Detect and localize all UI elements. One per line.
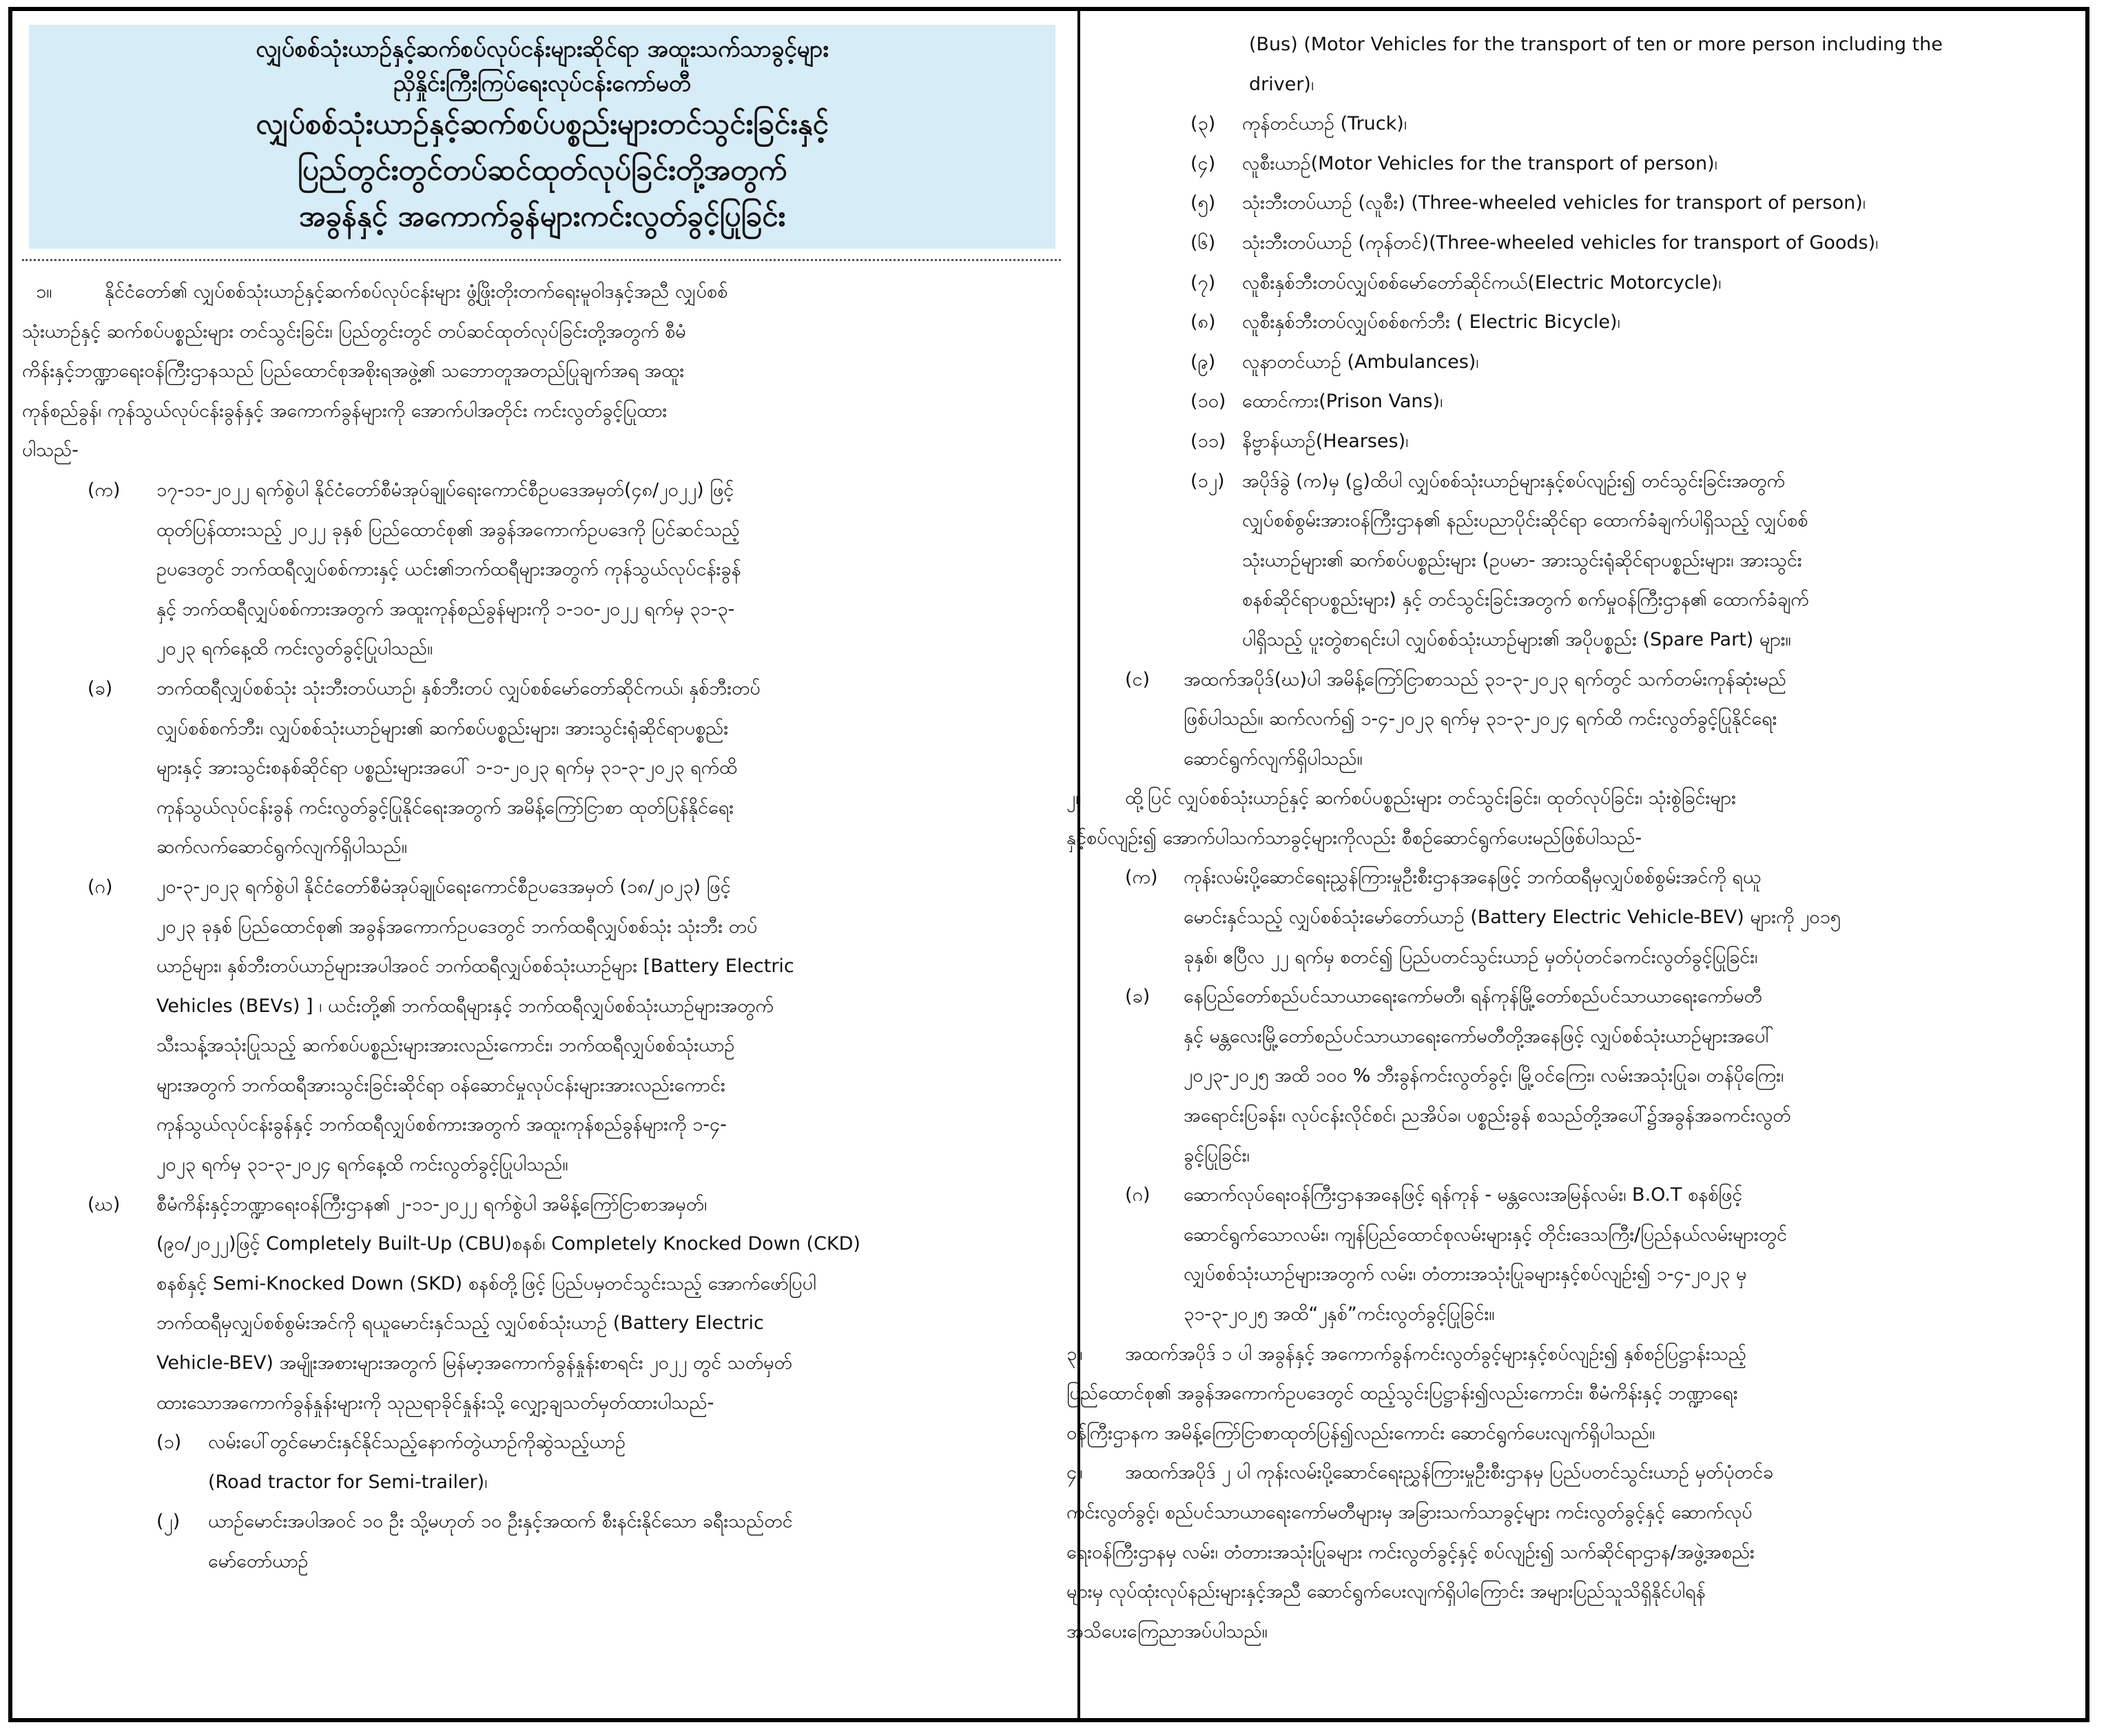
clause-gha	[22, 1383, 1061, 1423]
text-line: အပိုဒ်ခွဲ (က)မှ (ဠ)ထိပါ လျှပ်စစ်သုံးယာဉ်များနှင့်စပ်လျဉ်း၍ တင်သွင်းခြင်းအတွက်	[1242, 470, 1785, 492]
text-line: သုံးဘီးတပ်ယာဉ် (ကုန်တင်)(Three-wheeled vehicles for transport of Goods)၊	[1242, 231, 1879, 254]
item-number: (ဂ)	[87, 876, 113, 898]
text-line: သုံးယာဉ်နှင့် ဆက်စပ်ပစ္စည်းများ တင်သွင်းခြင်း၊ ပြည်တွင်းတွင် တပ်ဆင်ထုတ်လုပ်ခြင်းတို့အတွက် စီမံ	[22, 320, 686, 342]
p2-clause-ga	[1104, 1294, 2083, 1334]
text-line: ဆောက်လုပ်ရေးဝန်ကြီးဌာနအနေဖြင့် ရန်ကုန် - မန္တလေးအမြန်လမ်း၊ B.O.T စနစ်ဖြင့်	[1184, 1184, 1743, 1206]
text-line: အသိပေးကြေညာအပ်ပါသည်။	[1066, 1620, 1268, 1642]
item-number: (က)	[87, 479, 121, 501]
text-line: ထို့ပြင် လျှပ်စစ်သုံးယာဉ်နှင့် ဆက်စပ်ပစ္စည်းများ တင်သွင်းခြင်း၊ ထုတ်လုပ်ခြင်း၊ သုံးစွဲခြင်းများ	[1125, 787, 1736, 809]
clause-ga	[22, 907, 1061, 947]
text-line: လမ်းပေါ်တွင်မောင်းနှင်နိုင်သည့်နောက်တွဲယာဉ်ကိုဆွဲသည့်ယာဉ်	[208, 1432, 626, 1454]
text-line: ဆက်လက်ဆောင်ရွက်လျက်ရှိပါသည်။	[156, 836, 407, 858]
paragraph-4	[1066, 1493, 2083, 1533]
text-line: လူနာတင်ယာဉ် (Ambulances)၊	[1242, 351, 1479, 373]
text-line: ၂၀၂၃-၂၀၂၅ အထိ ၁၀၀ % ဘီးခွန်ကင်းလွတ်ခွင့်၊ မြို့ဝင်ကြေး၊ လမ်းအသုံးပြုခ၊ တန်ပိုကြေး၊	[1184, 1065, 1784, 1087]
committee-line-2: ညှိနှိုင်းကြီးကြပ်ရေးလုပ်ငန်းကော်မတီ	[393, 70, 692, 96]
item-number: (၁)	[156, 1432, 182, 1454]
text-line: များမှ လုပ်ထုံးလုပ်နည်းများနှင့်အညီ ဆောင်ရွက်ပေးလျက်ရှိပါကြောင်း အများပြည်သူသိရှိနိုင်ပါရန်	[1066, 1581, 1706, 1603]
text-line: ကိန်းနှင့်ဘဏ္ဍာရေးဝန်ကြီးဌာနသည် ပြည်ထောင်စုအစိုးရအဖွဲ့၏ သဘောတူအတည်ပြုချက်အရ အထူး	[22, 360, 685, 382]
vehicle-item	[1104, 263, 2083, 303]
text-line: ကုန်စည်ခွန်၊ ကုန်သွယ်လုပ်ငန်းခွန်နှင့် အကောက်ခွန်များကို အောက်ပါအတိုင်း ကင်းလွတ်ခွင့်ပြုထား	[22, 400, 668, 422]
item-number: (၆)	[1190, 231, 1216, 254]
p2-clause-ga	[1104, 1215, 2083, 1255]
item-number: (၈)	[1190, 311, 1216, 333]
p2-clause-kha	[1104, 1096, 2083, 1136]
text-line: ၂၀၂၃ ရက်မှ ၃၁-၃-၂၀၂၄ ရက်နေ့ထိ ကင်းလွတ်ခွင့်ပြုပါသည်။	[156, 1154, 568, 1176]
paragraph-1	[22, 431, 1061, 471]
text-line: (Bus) (Motor Vehicles for the transport of ten or more person including the	[1249, 34, 1943, 55]
text-line: ခွင့်ပြုခြင်း၊	[1184, 1144, 1250, 1166]
text-line: သုံးဘီးတပ်ယာဉ် (လူစီး) (Three-wheeled vehicles for transport of person)၊	[1242, 192, 1866, 214]
text-line: ယာဉ်မောင်းအပါအဝင် ၁၀ ဦး သို့မဟုတ် ၁၀ ဦးနှင့်အထက် စီးနင်းနိုင်သော ခရီးသည်တင်	[208, 1511, 793, 1533]
vehicle-item	[1104, 223, 2083, 263]
clause-ka	[22, 629, 1061, 669]
clause-gha	[22, 1303, 1061, 1343]
item-number: (၇)	[1190, 271, 1216, 293]
item-number: (ဂ)	[1125, 1184, 1150, 1206]
text-line: Vehicle-BEV) အမျိုးအစားများအတွက် မြန်မာ့အကောက်ခွန်နှုန်းစာရင်း ၂၀၂၂ တွင် သတ်မှတ်	[156, 1352, 792, 1374]
text-line: ဆောင်ရွက်လျက်ရှိပါသည်။	[1184, 747, 1363, 769]
text-line: လျှပ်စစ်စွမ်းအားဝန်ကြီးဌာန၏ နည်းပညာပိုင်းဆိုင်ရာ ထောက်ခံချက်ပါရှိသည့် လျှပ်စစ်	[1242, 510, 1808, 532]
text-line: ဝန်ကြီးဌာနက အမိန့်ကြော်ငြာစာထုတ်ပြန်၍လည်းကောင်း ဆောင်ရွက်ပေးလျက်ရှိပါသည်။	[1066, 1422, 1655, 1444]
item-number: (၁၀)	[1190, 391, 1226, 413]
dotted-separator	[22, 259, 1061, 261]
item-number: ၂။	[1066, 787, 1082, 809]
item-number: (၅)	[1190, 192, 1216, 214]
paragraph-1	[22, 312, 1061, 352]
text-line: မော်တော်ယာဉ်	[208, 1551, 309, 1572]
clause-kha	[22, 788, 1061, 828]
clause-nga	[1104, 660, 2083, 700]
text-line: နှင့် မန္တလေးမြို့တော်စည်ပင်သာယာရေးကော်မတီတို့အနေဖြင့် လျှပ်စစ်သုံးယာဉ်များအပေါ်	[1184, 1025, 1774, 1047]
vehicle-item	[1104, 302, 2083, 342]
paragraph-2	[1066, 818, 2083, 858]
sub-item-2	[22, 1542, 1061, 1582]
text-line: ကုန်သွယ်လုပ်ငန်းခွန် ကင်းလွတ်ခွင့်ပြုနိုင်ရေးအတွက် အမိန့်ကြော်ငြာစာ ထုတ်ပြန်နိုင်ရေး	[156, 796, 734, 818]
text-line: သုံးယာဉ်များ၏ ဆက်စပ်ပစ္စည်းများ (ဥပမာ- အားသွင်းရုံဆိုင်ရာပစ္စည်းများ၊ အားသွင်း	[1242, 549, 1802, 571]
sub-item-12	[1104, 541, 2083, 581]
item-number: ၁။	[36, 281, 52, 302]
text-line: ကုန်းလမ်းပို့ဆောင်ရေးညွှန်ကြားမှုဦးစီးဌာနအနေဖြင့် ဘက်ထရီမှလျှပ်စစ်စွမ်းအင်ကို ရယူ	[1184, 867, 1762, 889]
text-line: နိုင်ငံတော်၏ လျှပ်စစ်သုံးယာဉ်နှင့်ဆက်စပ်လုပ်ငန်းများ ဖွံ့ဖြိုးတိုးတက်ရေးမူဝါဒနှင့်အညီ လျှပ်စစ်	[105, 281, 728, 302]
text-line: ယာဉ်များ၊ နှစ်ဘီးတပ်ယာဉ်များအပါအဝင် ဘက်ထရီလျှပ်စစ်သုံးယာဉ်များ [Battery Electric	[156, 955, 794, 978]
item-number: (ဃ)	[87, 1193, 121, 1215]
text-line: ကုန်သွယ်လုပ်ငန်းခွန်နှင့် ဘက်ထရီလျှပ်စစ်ကားအတွက် အထူးကုန်စည်ခွန်များကို ၁-၄-	[156, 1114, 727, 1136]
sub-item-1	[22, 1423, 1061, 1463]
sub-item-1	[22, 1463, 1061, 1502]
clause-gha	[22, 1264, 1061, 1304]
text-line: (Road tractor for Semi-trailer)၊	[208, 1471, 488, 1493]
text-line: နေပြည်တော်စည်ပင်သာယာရေးကော်မတီ၊ ရန်ကုန်မြို့တော်စည်ပင်သာယာရေးကော်မတီ	[1184, 986, 1762, 1008]
paragraph-3	[1066, 1334, 2083, 1374]
p2-clause-ka	[1104, 938, 2083, 978]
text-line: ကုန်တင်ယာဉ် (Truck)၊	[1242, 113, 1407, 135]
text-line: များအတွက် ဘက်ထရီအားသွင်းခြင်းဆိုင်ရာ ဝန်ဆောင်မှုလုပ်ငန်းများအားလည်းကောင်း	[156, 1074, 725, 1096]
title-line-1: လျှပ်စစ်သုံးယာဉ်နှင့်ဆက်စပ်ပစ္စည်းများတင်သွင်းခြင်းနှင့်	[256, 107, 829, 141]
paragraph-4	[1066, 1612, 2083, 1652]
p2-clause-ga	[1104, 1254, 2083, 1294]
text-line: နှင့် ဘက်ထရီလျှပ်စစ်ကားအတွက် အထူးကုန်စည်ခွန်များကို ၁-၁၀-၂၀၂၂ ရက်မှ ၃၁-၃-	[156, 598, 735, 620]
text-line: သီးသန့်အသုံးပြုသည့် ဆက်စပ်ပစ္စည်းများအားလည်းကောင်း၊ ဘက်ထရီလျှပ်စစ်သုံးယာဉ်	[156, 1035, 735, 1057]
sub-item-12	[1104, 462, 2083, 502]
text-line: အရောင်းပြခန်း၊ လုပ်ငန်းလိုင်စင်၊ ညအိပ်ခ၊ ပစ္စည်းခွန် စသည်တို့အပေါ်၌အခွန်အခကင်းလွတ်	[1184, 1105, 1791, 1127]
clause-ka	[22, 510, 1061, 550]
clause-ga	[22, 986, 1061, 1026]
item-number: (ခ)	[87, 677, 113, 699]
text-line: များနှင့် အားသွင်းစနစ်ဆိုင်ရာ ပစ္စည်းများအပေါ် ၁-၁-၂၀၂၃ ရက်မှ ၃၁-၃-၂၀၂၃ ရက်ထိ	[156, 757, 738, 779]
item-number: (၃)	[1190, 113, 1216, 135]
p2-clause-kha	[1104, 1056, 2083, 1096]
item-number: (ခ)	[1125, 986, 1150, 1008]
sub-item-12	[1104, 620, 2083, 660]
clause-ka	[22, 550, 1061, 590]
text-line: ဘက်ထရီမှလျှပ်စစ်စွမ်းအင်ကို ရယူမောင်းနှင်သည့် လျှပ်စစ်သုံးယာဉ် (Battery Electric	[156, 1312, 764, 1334]
item-number: (၉)	[1190, 351, 1216, 373]
left-column	[22, 25, 1061, 1716]
text-line: ဘက်ထရီလျှပ်စစ်သုံး သုံးဘီးတပ်ယာဉ်၊ နှစ်ဘီးတပ် လျှပ်စစ်မော်တော်ဆိုင်ကယ်၊ နှစ်ဘီးတပ်	[156, 677, 761, 699]
text-line: ၂၀၂၃ ရက်နေ့ထိ ကင်းလွတ်ခွင့်ပြုပါသည်။	[156, 638, 433, 660]
item-number: (က)	[1125, 867, 1158, 889]
text-line: အထက်အပိုဒ် ၂ ပါ ကုန်းလမ်းပို့ဆောင်ရေးညွှန်ကြားမှုဦးစီးဌာနမှ ပြည်ပတင်သွင်းယာဉ် မှတ်ပုံတင်ခ	[1125, 1462, 1774, 1484]
paragraph-1	[22, 351, 1061, 391]
text-line: နိဗ္ဗာန်ယာဉ်(Hearses)၊	[1242, 430, 1409, 452]
title-line-2: ပြည်တွင်းတွင်တပ်ဆင်ထုတ်လုပ်ခြင်းတို့အတွက်	[297, 153, 787, 187]
text-line: ဖြစ်ပါသည်။ ဆက်လက်၍ ၁-၄-၂၀၂၃ ရက်မှ ၃၁-၃-၂၀၂၄ ရက်ထိ ကင်းလွတ်ခွင့်ပြုနိုင်ရေး	[1184, 708, 1777, 730]
text-line: စနစ်ဆိုင်ရာပစ္စည်းများ) နှင့် တင်သွင်းခြင်းအတွက် စက်မှုဝန်ကြီးဌာန၏ ထောက်ခံချက်	[1242, 589, 1809, 611]
p2-clause-ga	[1104, 1175, 2083, 1215]
vehicle-item	[1104, 144, 2083, 184]
text-line: ၁၇-၁၁-၂၀၂၂ ရက်စွဲပါ နိုင်ငံတော်စီမံအုပ်ချုပ်ရေးကောင်စီဥပဒေအမှတ်(၄၈/၂၀၂၂) ဖြင့်	[156, 479, 734, 501]
clause-ga	[22, 1145, 1061, 1185]
vehicle-item	[1104, 422, 2083, 462]
sub-item-12	[1104, 501, 2083, 541]
clause-kha	[22, 748, 1061, 788]
text-line: ပါရှိသည့် ပူးတွဲစာရင်းပါ လျှပ်စစ်သုံးယာဉ်များ၏ အပိုပစ္စည်း (Spare Part) များ။	[1242, 628, 1791, 650]
item-number: ၃။	[1066, 1343, 1083, 1365]
text-line: ပြည်ထောင်စု၏ အခွန်အကောက်ဥပဒေတွင် ထည့်သွင်းပြဋ္ဌာန်း၍လည်းကောင်း၊ စီမံကိန်းနှင့် ဘဏ္ဍာရေး	[1066, 1383, 1738, 1405]
clause-nga	[1104, 739, 2083, 779]
text-line: ထားသောအကောက်ခွန်နှုန်းများကို သုညရာခိုင်နှုန်းသို့ လျှော့ချသတ်မှတ်ထားပါသည်-	[156, 1392, 714, 1414]
item-number: (၁၂)	[1190, 470, 1225, 492]
clause-ga	[22, 947, 1061, 986]
text-line: ထုတ်ပြန်ထားသည့် ၂၀၂၂ ခုနှစ် ပြည်ထောင်စု၏ အခွန်အကောက်ဥပဒေကို ပြင်ဆင်သည့်	[156, 519, 740, 541]
clause-ka	[22, 471, 1061, 510]
paragraph-2	[1066, 778, 2083, 818]
right-column	[1066, 25, 2083, 1716]
text-line: လူစီးနှစ်ဘီးတပ်လျှပ်စစ်စက်ဘီး ( Electric Bicycle)၊	[1242, 311, 1620, 333]
clause-ga	[22, 867, 1061, 907]
text-line: မောင်းနှင်သည့် လျှပ်စစ်သုံးမော်တော်ယာဉ် (Battery Electric Vehicle-BEV) များကို ၂၀၁၅	[1184, 907, 1841, 929]
left-body	[22, 272, 1061, 1582]
text-line: လျှပ်စစ်သုံးယာဉ်များအတွက် လမ်း၊ တံတားအသုံးပြုခများနှင့်စပ်လျဉ်း၍ ၁-၄-၂၀၂၃ မှ	[1184, 1263, 1747, 1285]
paragraph-1	[22, 272, 1061, 312]
paragraph-3	[1066, 1374, 2083, 1414]
text-line: လျှပ်စစ်စက်ဘီး၊ လျှပ်စစ်သုံးယာဉ်များ၏ ဆက်စပ်ပစ္စည်းများ၊ အားသွင်းရုံဆိုင်ရာပစ္စည်း	[156, 717, 729, 739]
text-line: Vehicles (BEVs) ] ၊ ယင်းတို့၏ ဘက်ထရီများနှင့် ဘက်ထရီလျှပ်စစ်သုံးယာဉ်များအတွက်	[156, 995, 774, 1017]
text-line: ၂၀-၃-၂၀၂၃ ရက်စွဲပါ နိုင်ငံတော်စီမံအုပ်ချုပ်ရေးကောင်စီဥပဒေအမှတ် (၁၈/၂၀၂၃) ဖြင့်	[156, 876, 731, 898]
paragraph-1	[22, 391, 1061, 431]
paragraph-3	[1066, 1414, 2083, 1454]
clause-kha	[22, 827, 1061, 867]
text-line: (၉၀/၂၀၂၂)ဖြင့် Completely Built-Up (CBU)စနစ်၊ Completely Knocked Down (CKD)	[156, 1233, 860, 1255]
text-line: လူစီးယာဉ်(Motor Vehicles for the transport of person)၊	[1242, 152, 1717, 174]
clause-ka	[22, 590, 1061, 630]
committee-line-1: လျှပ်စစ်သုံးယာဉ်နှင့်ဆက်စပ်လုပ်ငန်းများဆိုင်ရာ အထူးသက်သာခွင့်များ	[256, 35, 829, 62]
title-line-3: အခွန်နှင့် အကောက်ခွန်များကင်းလွတ်ခွင့်ပြုခြင်း	[298, 199, 786, 233]
text-line: ၃၁-၃-၂၀၂၅ အထိ“၂နှစ်”ကင်းလွတ်ခွင့်ပြုခြင်း။	[1184, 1303, 1495, 1325]
paragraph-4	[1066, 1453, 2083, 1493]
clause-kha	[22, 669, 1061, 709]
text-line: အထက်အပိုဒ် ၁ ပါ အခွန်နှင့် အကောက်ခွန်ကင်းလွတ်ခွင့်များနှင့်စပ်လျဉ်း၍ နှစ်စဉ်ပြဋ္ဌာန်းသည့်	[1125, 1343, 1746, 1365]
text-line: ပါသည်-	[22, 440, 79, 462]
sub-item-2-cont	[1104, 25, 2083, 65]
text-line: လူစီးနှစ်ဘီးတပ်လျှပ်စစ်မော်တော်ဆိုင်ကယ်(Electric Motorcycle)၊	[1242, 271, 1722, 293]
text-line: အထက်အပိုဒ်(ဃ)ပါ အမိန့်ကြော်ငြာစာသည် ၃၁-၃-၂၀၂၃ ရက်တွင် သက်တမ်းကုန်ဆုံးမည်	[1184, 668, 1787, 690]
text-line: ခုနှစ်၊ ဧပြီလ ၂၂ ရက်မှ စတင်၍ ပြည်ပတင်သွင်းယာဉ် မှတ်ပုံတင်ခကင်းလွတ်ခွင့်ပြုခြင်း၊	[1184, 946, 1758, 968]
text-line: ရေးဝန်ကြီးဌာနမှ လမ်း၊ တံတားအသုံးပြုခများ ကင်းလွတ်ခွင့်နှင့် စပ်လျဉ်း၍ သက်ဆိုင်ရာဌာန/အဖွဲ့အစည်း	[1066, 1541, 1755, 1563]
p2-clause-kha	[1104, 1017, 2083, 1057]
clause-gha	[22, 1343, 1061, 1383]
item-number: (င)	[1125, 668, 1150, 690]
p2-clause-kha	[1104, 1136, 2083, 1176]
sub-item-2	[22, 1502, 1061, 1542]
item-number: (၂)	[156, 1511, 180, 1533]
text-line: ဥပဒေတွင် ဘက်ထရီလျှပ်စစ်ကားနှင့် ယင်း၏ဘက်ထရီများအတွက် ကုန်သွယ်လုပ်ငန်းခွန်	[156, 559, 741, 581]
item-number: (၁၁)	[1190, 430, 1226, 452]
vehicle-item	[1104, 183, 2083, 223]
paragraph-4	[1066, 1533, 2083, 1573]
clause-nga	[1104, 699, 2083, 739]
header-box	[29, 25, 1055, 249]
text-line: ကင်းလွတ်ခွင့်၊ စည်ပင်သာယာရေးကော်မတီများမှ အခြားသက်သာခွင့်များ ကင်းလွတ်ခွင့်နှင့် ဆောက်လုပ်	[1066, 1501, 1753, 1523]
notice-frame	[8, 7, 2089, 1722]
p2-clause-ka	[1104, 898, 2083, 938]
text-line: စနစ်နှင့် Semi-Knocked Down (SKD) စနစ်တို့ဖြင့် ပြည်ပမှတင်သွင်းသည့် အောက်ဖော်ပြပါ	[156, 1272, 816, 1294]
sub-item-2-cont	[1104, 65, 2083, 105]
clause-gha	[22, 1185, 1061, 1225]
clause-ga	[22, 1066, 1061, 1106]
clause-ga	[22, 1026, 1061, 1066]
text-line: ထောင်ကား(Prison Vans)၊	[1242, 391, 1443, 413]
text-line: ၂၀၂၃ ခုနှစ် ပြည်ထောင်စု၏ အခွန်အကောက်ဥပဒေတွင် ဘက်ထရီလျှပ်စစ်သုံး သုံးဘီး တပ်	[156, 916, 758, 938]
vehicle-item	[1104, 342, 2083, 382]
paragraph-4	[1066, 1572, 2083, 1612]
p2-clause-kha	[1104, 977, 2083, 1017]
text-line: driver)၊	[1249, 73, 1314, 95]
text-line: နှင့်စပ်လျဉ်း၍ အောက်ပါသက်သာခွင့်များကိုလည်း စီစဉ်ဆောင်ရွက်ပေးမည်ဖြစ်ပါသည်-	[1066, 827, 1642, 849]
item-number: ၄။	[1066, 1462, 1083, 1484]
p2-clause-ka	[1104, 858, 2083, 898]
vehicle-item	[1104, 382, 2083, 422]
vehicle-item	[1104, 104, 2083, 144]
text-line: ဆောင်ရွက်သောလမ်း၊ ကျန်ပြည်ထောင်စုလမ်းများနှင့် တိုင်းဒေသကြီး/ပြည်နယ်လမ်းများတွင်	[1184, 1223, 1787, 1246]
item-number: (၄)	[1190, 152, 1216, 174]
clause-ga	[22, 1105, 1061, 1145]
sub-item-12	[1104, 580, 2083, 620]
text-line: စီမံကိန်းနှင့်ဘဏ္ဍာရေးဝန်ကြီးဌာန၏ ၂-၁၁-၂၀၂၂ ရက်စွဲပါ အမိန့်ကြော်ငြာစာအမှတ်၊	[156, 1193, 708, 1215]
clause-gha	[22, 1224, 1061, 1264]
clause-kha	[22, 709, 1061, 749]
